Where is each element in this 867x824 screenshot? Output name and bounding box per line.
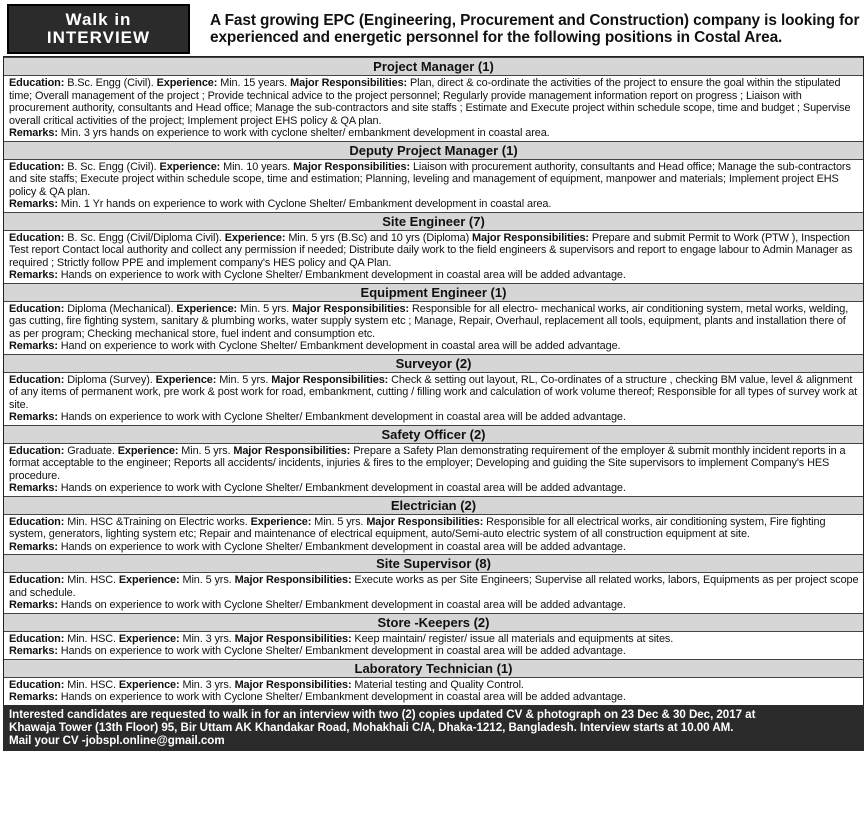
position-remarks bbox=[9, 198, 859, 211]
remarks-label: Remarks: bbox=[9, 340, 58, 352]
education-value: Diploma (Survey). bbox=[67, 373, 153, 386]
education-value: B. Sc. Engg (Civil/Diploma Civil). bbox=[67, 231, 222, 244]
experience-value: Min. 5 yrs (B.Sc) and 10 yrs (Diploma) bbox=[288, 231, 470, 244]
education-value: Min. HSC. bbox=[67, 632, 116, 645]
position-section bbox=[4, 283, 863, 354]
position-title: Equipment Engineer (1) bbox=[4, 283, 863, 302]
position-description bbox=[9, 516, 859, 541]
education-value: Min. HSC. bbox=[67, 678, 116, 691]
remarks-label: Remarks: bbox=[9, 540, 58, 553]
position-description bbox=[9, 77, 859, 127]
experience-value: Min. 5 yrs. bbox=[181, 444, 231, 457]
education-label: Education: bbox=[9, 373, 65, 386]
experience-value: Min. 5 yrs. bbox=[219, 373, 269, 386]
walk-in-label: Walk in bbox=[65, 10, 132, 29]
remarks-label: Remarks: bbox=[9, 599, 58, 611]
position-details bbox=[4, 231, 863, 283]
position-description bbox=[9, 303, 859, 341]
position-section bbox=[4, 496, 863, 555]
position-title: Laboratory Technician (1) bbox=[4, 659, 863, 678]
education-value: Min. HSC &Training on Electric works. bbox=[67, 515, 248, 528]
position-section bbox=[4, 354, 863, 425]
position-details bbox=[4, 444, 863, 496]
responsibilities-value: Check & setting out layout, RL, Co-ordinates of a structure , checking BM value, level & alignment of any items of permanent work, pre work & post work for road, embankment, cutting / filling work and calculation of work volume thereof; Responsible for all types of survey work at site. bbox=[9, 373, 858, 411]
education-label: Education: bbox=[9, 77, 65, 89]
position-details bbox=[4, 160, 863, 212]
responsibilities-value: Responsible for all electro- mechanical works, air conditioning system, metal works, welding, gas cutting, fire fighting system, sanitary & plumbing works, water supply system etc ; Manage, Repair, Overhaul, replacement all tools, equipment, plants and installation there of as per program; Checking mechanical store, fuel indent and consumption etc. bbox=[9, 302, 849, 340]
remarks-label: Remarks: bbox=[9, 411, 58, 423]
remarks-value: Min. 1 Yr hands on experience to work with Cyclone Shelter/ Embankment development in coastal area. bbox=[60, 198, 552, 210]
education-label: Education: bbox=[9, 678, 65, 691]
experience-value: Min. 3 yrs. bbox=[182, 678, 232, 691]
walk-in-interview-badge bbox=[7, 4, 190, 54]
ad-header bbox=[3, 2, 864, 56]
interview-label: INTERVIEW bbox=[46, 28, 151, 47]
position-details bbox=[4, 302, 863, 354]
responsibilities-label: Major Responsibilities: bbox=[234, 678, 352, 691]
position-section bbox=[4, 425, 863, 496]
education-value: B. Sc. Engg (Civil). bbox=[67, 160, 157, 173]
position-details bbox=[4, 373, 863, 425]
responsibilities-value: Plan, direct & co-ordinate the activities of the project to ensure the goal within the stipulated time; Overall management of the project ; Provide technical advice to the project personnel; Regularly provide management information report on progress ; Liaison with procurement authority, consultants and Head office; Manage the sub-contractors and site staffs ; Estimate and Execute project within schedule scope, time and budget ; Supervise overall critical activities of the project; Implement project EHS policy & QA plan. bbox=[9, 77, 851, 127]
experience-value: Min. 5 yrs. bbox=[182, 574, 232, 586]
responsibilities-value: Prepare a Safety Plan demonstrating requirement of the employer & submit monthly incident reports in a format acceptable to the engineer; Reports all accidents/ incidents, injuries & fires to the employer; Developing and guiding the Site supervisors to implement Company's HES procedure. bbox=[9, 444, 846, 482]
position-remarks bbox=[9, 482, 859, 495]
experience-label: Experience: bbox=[118, 678, 180, 691]
position-description bbox=[9, 445, 859, 483]
footer-line-1: Interested candidates are requested to walk in for an interview with two (2) copies updated CV & photograph on 23 Dec & 30 Dec, 2017 at bbox=[9, 707, 756, 721]
position-section bbox=[4, 554, 863, 613]
position-details bbox=[4, 678, 863, 705]
experience-value: Min. 5 yrs. bbox=[314, 515, 364, 528]
position-description bbox=[9, 374, 859, 412]
experience-label: Experience: bbox=[118, 574, 180, 586]
responsibilities-label: Major Responsibilities: bbox=[472, 231, 589, 244]
education-label: Education: bbox=[9, 160, 65, 173]
position-title: Site Engineer (7) bbox=[4, 212, 863, 231]
responsibilities-value: Responsible for all electrical works, air conditioning system, Fire fighting system, generators, lighting system etc; Repair and maintenance of electrical equipment, auto/Semi-auto electric system of all construction equipment at site. bbox=[9, 515, 826, 540]
responsibilities-value: Prepare and submit Permit to Work (PTW ), Inspection Test report Contact local authority and collect any permission if needed; Distribute daily work to the field engineers & supervisors and report to engage labour to Admin Manager as required ; Strictly follow PPE and implement company's HES policy and QA Plan. bbox=[9, 231, 853, 269]
remarks-value: Hands on experience to work with Cyclone Shelter/ Embankment development in coastal area will be added advantage. bbox=[60, 482, 626, 494]
position-details bbox=[4, 632, 863, 659]
experience-label: Experience: bbox=[159, 160, 221, 173]
education-label: Education: bbox=[9, 231, 65, 244]
remarks-value: Hand on experience to work with Cyclone Shelter/ Embankment development in coastal area will be added advantage. bbox=[60, 340, 621, 352]
position-description bbox=[9, 232, 859, 270]
position-section bbox=[4, 57, 863, 141]
job-advertisement bbox=[3, 2, 864, 751]
remarks-label: Remarks: bbox=[9, 127, 58, 139]
experience-label: Experience: bbox=[224, 231, 286, 244]
application-footer bbox=[3, 705, 864, 751]
experience-label: Experience: bbox=[155, 373, 217, 386]
position-title: Deputy Project Manager (1) bbox=[4, 141, 863, 160]
position-title: Store -Keepers (2) bbox=[4, 613, 863, 632]
position-remarks bbox=[9, 269, 859, 282]
remarks-value: Hands on experience to work with Cyclone Shelter/ Embankment development in coastal area will be added advantage. bbox=[60, 411, 626, 423]
responsibilities-value: Liaison with procurement authority, consultants and Head office; Manage the sub-contractors and site staffs; Execute project within schedule scope, time and estimation; Planning, leveling and management of equipment, manpower and materials; Implement project EHS policy & QA plan. bbox=[9, 160, 851, 198]
position-description bbox=[9, 679, 859, 692]
position-remarks bbox=[9, 127, 859, 140]
responsibilities-value: Execute works as per Site Engineers; Supervise all related works, labors, Equipments as per project scope and schedule. bbox=[9, 574, 859, 599]
remarks-value: Hands on experience to work with Cyclone Shelter/ Embankment development in coastal area will be added advantage. bbox=[60, 691, 626, 703]
position-remarks bbox=[9, 541, 859, 554]
responsibilities-label: Major Responsibilities: bbox=[292, 302, 409, 315]
position-remarks bbox=[9, 691, 859, 704]
experience-label: Experience: bbox=[156, 77, 218, 89]
education-value: Min. HSC. bbox=[67, 574, 116, 586]
remarks-label: Remarks: bbox=[9, 269, 58, 281]
remarks-value: Hands on experience to work with Cyclone Shelter/ Embankment development in coastal area will be added advantage. bbox=[60, 269, 626, 281]
company-headline: A Fast growing EPC (Engineering, Procurement and Construction) company is looking for experienced and energetic personnel for the following positions in Costal Area. bbox=[210, 12, 860, 46]
education-value: B.Sc. Engg (Civil). bbox=[67, 77, 154, 89]
position-section bbox=[4, 659, 863, 705]
responsibilities-label: Major Responsibilities: bbox=[234, 574, 352, 586]
education-label: Education: bbox=[9, 302, 65, 315]
position-remarks bbox=[9, 645, 859, 658]
remarks-value: Hands on experience to work with Cyclone Shelter/ Embankment development in coastal area will be added advantage. bbox=[60, 645, 626, 657]
experience-label: Experience: bbox=[117, 444, 179, 457]
position-remarks bbox=[9, 411, 859, 424]
position-details bbox=[4, 573, 863, 613]
position-title: Project Manager (1) bbox=[4, 57, 863, 76]
education-value: Graduate. bbox=[67, 444, 115, 457]
footer-address: Khawaja Tower (13th Floor) 95, Bir Uttam AK Khandakar Road, Mohakhali C/A, Dhaka-1212, Bangladesh. Interview starts at 10.00 AM. bbox=[9, 720, 734, 734]
position-title: Surveyor (2) bbox=[4, 354, 863, 373]
remarks-label: Remarks: bbox=[9, 645, 58, 657]
education-label: Education: bbox=[9, 444, 65, 457]
experience-value: Min. 15 years. bbox=[220, 77, 288, 89]
position-remarks bbox=[9, 340, 859, 353]
responsibilities-label: Major Responsibilities: bbox=[233, 444, 351, 457]
experience-label: Experience: bbox=[250, 515, 312, 528]
position-details bbox=[4, 76, 863, 141]
experience-value: Min. 10 years. bbox=[223, 160, 291, 173]
responsibilities-label: Major Responsibilities: bbox=[290, 77, 408, 89]
remarks-value: Hands on experience to work with Cyclone Shelter/ Embankment development in coastal area will be added advantage. bbox=[60, 599, 626, 611]
position-title: Electrician (2) bbox=[4, 496, 863, 515]
position-title: Site Supervisor (8) bbox=[4, 554, 863, 573]
footer-email[interactable]: Mail your CV -jobspl.online@gmail.com bbox=[9, 733, 225, 747]
remarks-label: Remarks: bbox=[9, 691, 58, 703]
remarks-label: Remarks: bbox=[9, 198, 58, 210]
remarks-value: Min. 3 yrs hands on experience to work with cyclone shelter/ embankment development in coastal area. bbox=[60, 127, 550, 139]
position-section bbox=[4, 141, 863, 212]
remarks-label: Remarks: bbox=[9, 482, 58, 494]
responsibilities-label: Major Responsibilities: bbox=[366, 515, 484, 528]
position-description bbox=[9, 633, 859, 646]
responsibilities-value: Material testing and Quality Control. bbox=[354, 678, 524, 691]
responsibilities-label: Major Responsibilities: bbox=[293, 160, 410, 173]
responsibilities-label: Major Responsibilities: bbox=[234, 632, 352, 645]
responsibilities-value: Keep maintain/ register/ issue all materials and equipments at sites. bbox=[354, 632, 674, 645]
position-section bbox=[4, 613, 863, 659]
experience-label: Experience: bbox=[118, 632, 180, 645]
education-label: Education: bbox=[9, 574, 65, 586]
education-label: Education: bbox=[9, 515, 65, 528]
experience-value: Min. 5 yrs. bbox=[240, 302, 290, 315]
position-details bbox=[4, 515, 863, 555]
positions-list bbox=[3, 56, 864, 705]
education-label: Education: bbox=[9, 632, 65, 645]
experience-label: Experience: bbox=[176, 302, 238, 315]
position-remarks bbox=[9, 599, 859, 612]
remarks-value: Hands on experience to work with Cyclone Shelter/ Embankment development in coastal area will be added advantage. bbox=[60, 540, 626, 553]
position-description bbox=[9, 574, 859, 599]
position-title: Safety Officer (2) bbox=[4, 425, 863, 444]
experience-value: Min. 3 yrs. bbox=[182, 632, 232, 645]
education-value: Diploma (Mechanical). bbox=[67, 302, 174, 315]
position-section bbox=[4, 212, 863, 283]
position-description bbox=[9, 161, 859, 199]
responsibilities-label: Major Responsibilities: bbox=[271, 373, 389, 386]
